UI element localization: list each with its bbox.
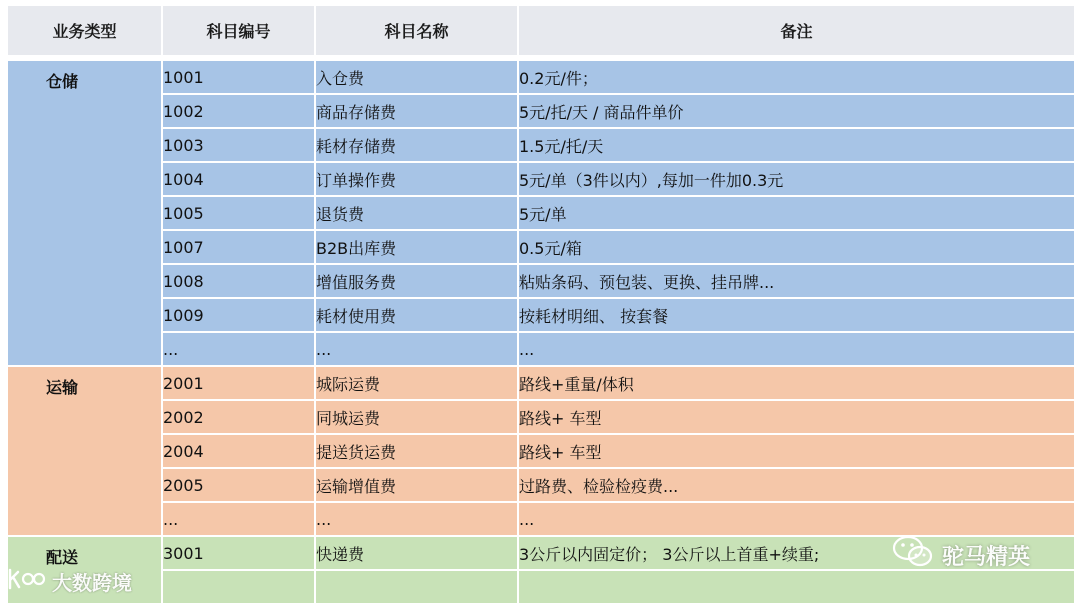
code-cell: 1003 <box>162 128 315 162</box>
header-note: 备注 <box>518 6 1074 56</box>
name-cell: 退货费 <box>315 196 518 230</box>
table-row <box>8 298 1074 332</box>
note-cell: 1.5元/托/天 <box>518 128 1074 162</box>
code-cell: 2004 <box>162 434 315 468</box>
category-cell: 运输 <box>8 366 162 536</box>
watermark-right <box>892 534 1030 576</box>
header-row <box>8 6 1074 56</box>
name-cell <box>315 570 518 604</box>
name-cell: 商品存储费 <box>315 94 518 128</box>
code-cell: 1008 <box>162 264 315 298</box>
code-cell <box>162 570 315 604</box>
name-cell: 入仓费 <box>315 61 518 94</box>
watermark-left <box>6 567 132 596</box>
watermark-left-text: 大数跨境 <box>52 571 132 595</box>
name-cell: ... <box>315 332 518 366</box>
note-cell: 路线+重量/体积 <box>518 366 1074 400</box>
table-row <box>8 264 1074 298</box>
name-cell: 耗材使用费 <box>315 298 518 332</box>
table-row <box>8 196 1074 230</box>
note-cell: 5元/单 <box>518 196 1074 230</box>
table-row <box>8 94 1074 128</box>
header-code: 科目编号 <box>162 6 315 56</box>
table-row <box>8 400 1074 434</box>
note-cell: 5元/单（3件以内）,每加一件加0.3元 <box>518 162 1074 196</box>
name-cell: 城际运费 <box>315 366 518 400</box>
note-cell: ... <box>518 332 1074 366</box>
name-cell: 耗材存储费 <box>315 128 518 162</box>
code-cell: 3001 <box>162 536 315 570</box>
name-cell: B2B出库费 <box>315 230 518 264</box>
table-row <box>8 366 1074 400</box>
fee-table <box>8 6 1074 605</box>
fee-table-body <box>8 61 1074 604</box>
header-name: 科目名称 <box>315 6 518 56</box>
note-cell: 3公斤以内固定价； 3公斤以上首重+续重; <box>518 536 1074 570</box>
watermark-right-text: 驼马精英 <box>942 544 1031 570</box>
note-cell: 路线+ 车型 <box>518 434 1074 468</box>
code-cell: 1007 <box>162 230 315 264</box>
note-cell: 按耗材明细、 按套餐 <box>518 298 1074 332</box>
note-cell: 0.5元/箱 <box>518 230 1074 264</box>
wechat-icon <box>892 534 934 576</box>
code-cell: 1005 <box>162 196 315 230</box>
code-cell: 1002 <box>162 94 315 128</box>
name-cell: 增值服务费 <box>315 264 518 298</box>
code-cell: 1004 <box>162 162 315 196</box>
code-cell: 2002 <box>162 400 315 434</box>
name-cell: 运输增值费 <box>315 468 518 502</box>
category-cell: 仓储 <box>8 61 162 366</box>
note-cell: 0.2元/件； <box>518 61 1074 94</box>
table-row <box>8 434 1074 468</box>
category-cell: 配送 <box>8 536 162 604</box>
table-row <box>8 468 1074 502</box>
table-row <box>8 332 1074 366</box>
code-cell: 1001 <box>162 61 315 94</box>
table-row <box>8 230 1074 264</box>
note-cell: 5元/托/天 / 商品件单价 <box>518 94 1074 128</box>
table-row <box>8 502 1074 536</box>
table-row <box>8 162 1074 196</box>
code-cell: 1009 <box>162 298 315 332</box>
name-cell: 快递费 <box>315 536 518 570</box>
note-cell: 路线+ 车型 <box>518 400 1074 434</box>
code-cell: 2005 <box>162 468 315 502</box>
note-cell: 粘贴条码、预包装、更换、挂吊牌... <box>518 264 1074 298</box>
note-cell: 过路费、检验检疫费... <box>518 468 1074 502</box>
name-cell: 同城运费 <box>315 400 518 434</box>
name-cell: 订单操作费 <box>315 162 518 196</box>
header-type: 业务类型 <box>8 6 162 56</box>
code-cell: ... <box>162 332 315 366</box>
code-cell: 2001 <box>162 366 315 400</box>
kuajing-logo-icon <box>6 567 46 596</box>
code-cell: ... <box>162 502 315 536</box>
table-row <box>8 128 1074 162</box>
note-cell: ... <box>518 502 1074 536</box>
name-cell: ... <box>315 502 518 536</box>
table-row <box>8 61 1074 94</box>
name-cell: 提送货运费 <box>315 434 518 468</box>
